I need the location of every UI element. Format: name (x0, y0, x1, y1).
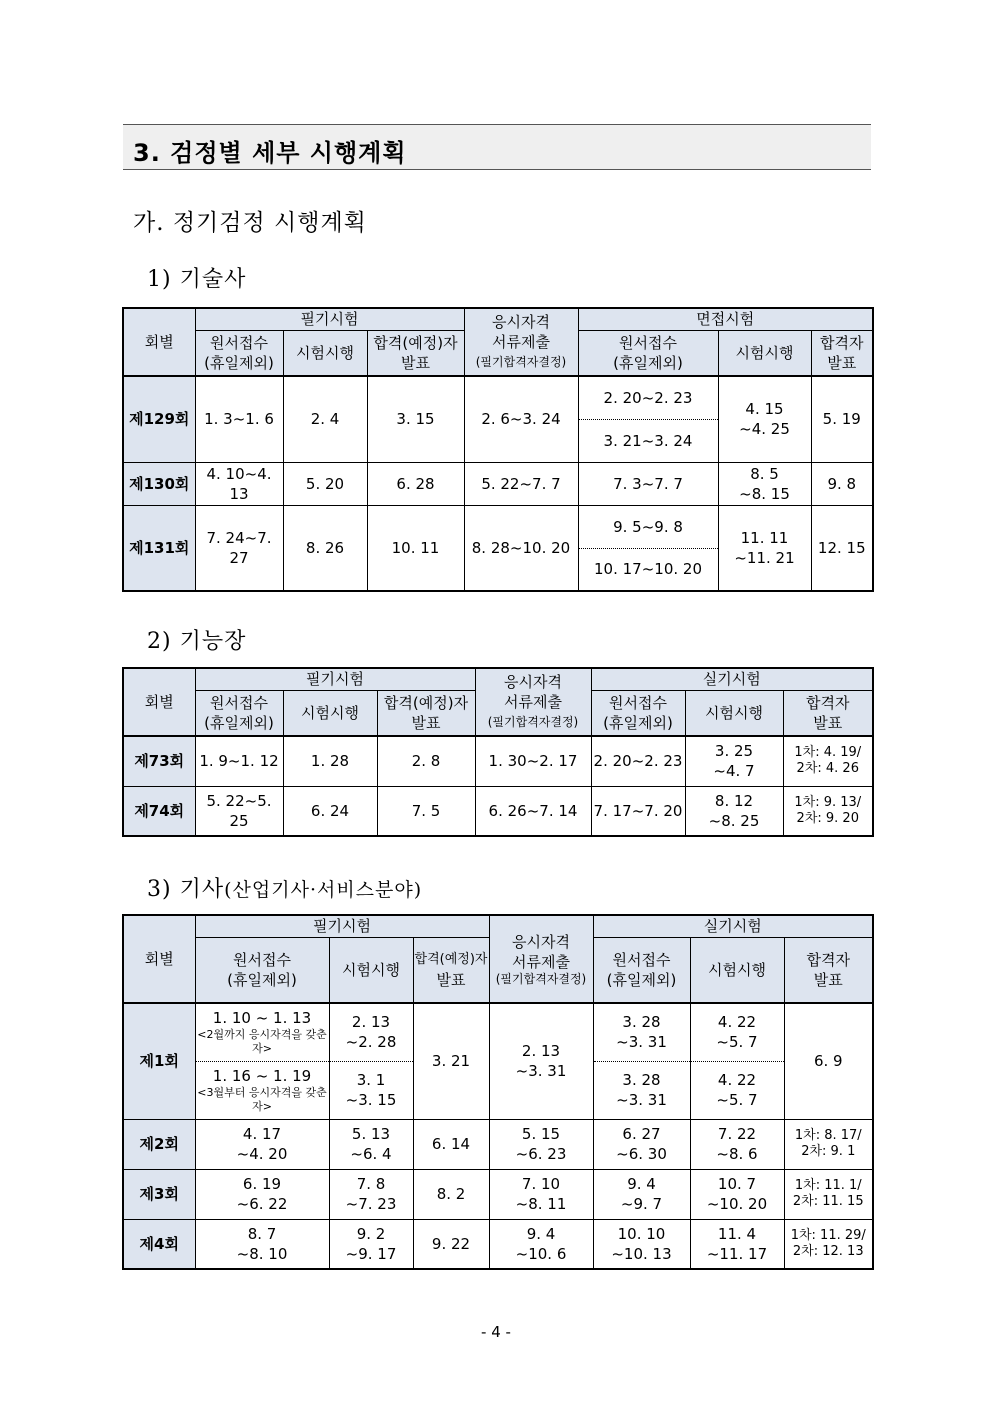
heading-text: 기술사 (179, 267, 247, 292)
round-cell: 제2회 (123, 1119, 195, 1169)
header-interview-pass-label: 합격자 (820, 333, 864, 352)
docs-cell: 6. 26~7. 14 (475, 786, 591, 836)
docs-cell: 9. 4 ~10. 6 (489, 1219, 593, 1269)
pass-cell: 7. 5 (377, 786, 475, 836)
header-practical-apply-label: 원서접수 (612, 950, 671, 969)
round-cell: 제74회 (123, 786, 195, 836)
header-apply-note: (휴일제외) (204, 353, 274, 372)
round-cell: 제131회 (123, 505, 195, 591)
header-practical-exam-date: 시험시행 (685, 690, 783, 736)
header-pass-sub: 발표 (436, 970, 466, 989)
practical-pass-cell: 1차: 11. 29/ 2차: 12. 13 (784, 1219, 873, 1269)
round-cell: 제73회 (123, 736, 195, 786)
practical-apply-cell: 3. 28 ~3. 31 (593, 1003, 690, 1061)
header-qualification-note: (필기합격자결정) (475, 355, 567, 369)
practical-apply-cell: 7. 17~7. 20 (591, 786, 685, 836)
header-interview-pass (811, 330, 873, 376)
header-pass-announce (413, 937, 489, 1003)
header-apply-label: 원서접수 (233, 950, 291, 969)
heading-text: 기사 (179, 877, 225, 902)
exam-cell: 6. 24 (283, 786, 377, 836)
round-cell: 제3회 (123, 1169, 195, 1219)
exam-cell: 1. 28 (283, 736, 377, 786)
exam-cell: 7. 8 ~7. 23 (329, 1169, 413, 1219)
header-pass-sub: 발표 (401, 353, 430, 372)
header-practical-pass-label: 합격자 (806, 950, 850, 969)
practical-apply-cell: 6. 27 ~6. 30 (593, 1119, 690, 1169)
exam-cell: 5. 13 ~6. 4 (329, 1119, 413, 1169)
header-interview-exam-date: 시험시행 (718, 330, 811, 376)
practical-pass-cell: 1차: 11. 1/ 2차: 11. 15 (784, 1169, 873, 1219)
header-qualification-note: (필기합격자결정) (487, 715, 579, 729)
header-practical-exam: 실기시험 (593, 915, 873, 937)
pass-cell: 6. 28 (367, 462, 464, 505)
apply-note: <2월까지 응시자격을 갖춘 자> (197, 1028, 327, 1056)
section-title-bar (123, 124, 871, 170)
header-pass-announce (367, 330, 464, 376)
header-qualification (489, 915, 593, 1003)
table-row (123, 462, 873, 505)
practical-exam-cell: 8. 12 ~8. 25 (685, 786, 783, 836)
pass-cell: 3. 21 (413, 1003, 489, 1119)
pass-cell: 8. 2 (413, 1169, 489, 1219)
heading-subtext: (산업기사·서비스분야) (224, 879, 423, 901)
header-round: 회별 (123, 668, 195, 736)
header-qualification-label: 응시자격 (504, 673, 562, 691)
header-exam: 시험시행 (283, 690, 377, 736)
interview-pass-cell: 12. 15 (811, 505, 873, 591)
header-pass-label: 합격(예정)자 (383, 693, 469, 712)
heading-engineer-professional (147, 262, 246, 293)
practical-pass-cell: 1차: 9. 13/ 2차: 9. 20 (783, 786, 873, 836)
apply-cell (195, 1061, 329, 1119)
round-cell: 제129회 (123, 376, 195, 462)
header-pass-announce (377, 690, 475, 736)
header-interview-pass-sub: 발표 (827, 353, 857, 372)
apply-cell: 8. 7 ~8. 10 (195, 1219, 329, 1269)
schedule-table-professional-engineer (122, 307, 874, 592)
interview-exam-cell: 8. 5 ~8. 15 (718, 462, 811, 505)
table-row (123, 1003, 873, 1061)
exam-cell: 9. 2 ~9. 17 (329, 1219, 413, 1269)
table-row (123, 1219, 873, 1269)
header-apply-label: 원서접수 (210, 333, 268, 352)
header-apply-label: 원서접수 (210, 693, 268, 712)
round-cell: 제130회 (123, 462, 195, 505)
table-row (123, 1169, 873, 1219)
header-qualification-note: (필기합격자결정) (495, 971, 587, 986)
exam-cell: 5. 20 (283, 462, 367, 505)
practical-exam-cell: 7. 22 ~8. 6 (690, 1119, 784, 1169)
apply-cell: 6. 19 ~6. 22 (195, 1169, 329, 1219)
interview-apply-cell: 3. 21~3. 24 (578, 419, 718, 462)
header-written-exam: 필기시험 (195, 668, 475, 690)
interview-apply-cell: 2. 20~2. 23 (578, 376, 718, 419)
heading-number: 2) (147, 629, 172, 654)
heading-number: 3) (147, 877, 172, 902)
header-written-exam: 필기시험 (195, 308, 464, 330)
practical-pass-cell: 1차: 4. 19/ 2차: 4. 26 (783, 736, 873, 786)
apply-cell: 4. 10~4. 13 (195, 462, 283, 505)
exam-cell: 3. 1 ~3. 15 (329, 1061, 413, 1119)
exam-cell: 8. 26 (283, 505, 367, 591)
practical-apply-cell: 10. 10 ~10. 13 (593, 1219, 690, 1269)
practical-apply-cell: 2. 20~2. 23 (591, 736, 685, 786)
table-row (123, 376, 873, 419)
docs-cell: 7. 10 ~8. 11 (489, 1169, 593, 1219)
apply-cell: 4. 17 ~4. 20 (195, 1119, 329, 1169)
practical-apply-cell: 3. 28 ~3. 31 (593, 1061, 690, 1119)
header-practical-exam-date: 시험시행 (690, 937, 784, 1003)
docs-cell: 5. 15 ~6. 23 (489, 1119, 593, 1169)
header-apply (195, 330, 283, 376)
header-interview-apply-note: (휴일제외) (613, 353, 683, 372)
pass-cell: 2. 8 (377, 736, 475, 786)
page-number: - 4 - (481, 1323, 511, 1341)
header-pass-label: 합격(예정)자 (373, 333, 458, 352)
schedule-table-master-craftsman (122, 667, 874, 837)
header-practical-pass (783, 690, 873, 736)
header-apply-note: (휴일제외) (204, 713, 274, 732)
interview-pass-cell: 9. 8 (811, 462, 873, 505)
header-pass-label: 합격(예정)자 (414, 951, 488, 967)
header-practical-apply-label: 원서접수 (609, 693, 667, 712)
docs-cell: 5. 22~7. 7 (464, 462, 578, 505)
practical-exam-cell: 4. 22 ~5. 7 (690, 1061, 784, 1119)
header-qualification-sub: 서류제출 (504, 693, 562, 711)
header-practical-pass-sub: 발표 (813, 970, 843, 989)
header-practical-apply (591, 690, 685, 736)
apply-cell: 1. 3~1. 6 (195, 376, 283, 462)
header-interview-apply-label: 원서접수 (619, 333, 677, 352)
header-apply-note: (휴일제외) (227, 970, 297, 989)
header-practical-pass-sub: 발표 (813, 713, 843, 732)
header-round: 회별 (123, 915, 195, 1003)
interview-exam-cell: 4. 15 ~4. 25 (718, 376, 811, 462)
header-exam: 시험시행 (283, 330, 367, 376)
apply-cell: 7. 24~7. 27 (195, 505, 283, 591)
header-qualification-label: 응시자격 (512, 932, 570, 951)
practical-exam-cell: 10. 7 ~10. 20 (690, 1169, 784, 1219)
header-interview-apply (578, 330, 718, 376)
docs-cell: 1. 30~2. 17 (475, 736, 591, 786)
interview-apply-cell: 10. 17~10. 20 (578, 548, 718, 591)
header-qualification-sub: 서류제출 (492, 333, 550, 351)
pass-cell: 3. 15 (367, 376, 464, 462)
interview-apply-cell: 9. 5~9. 8 (578, 505, 718, 548)
practical-exam-cell: 3. 25 ~4. 7 (685, 736, 783, 786)
pass-cell: 9. 22 (413, 1219, 489, 1269)
heading-master-craftsman (147, 624, 246, 655)
header-qualification (464, 308, 578, 376)
heading-number: 1) (147, 267, 172, 292)
heading-text: 기능장 (179, 629, 247, 654)
interview-exam-cell: 11. 11 ~11. 21 (718, 505, 811, 591)
header-written-exam: 필기시험 (195, 915, 489, 937)
schedule-table-engineer (122, 914, 874, 1270)
heading-engineer (147, 872, 422, 903)
header-qualification (475, 668, 591, 736)
docs-cell: 8. 28~10. 20 (464, 505, 578, 591)
exam-cell: 2. 4 (283, 376, 367, 462)
apply-cell (195, 1003, 329, 1061)
pass-cell: 10. 11 (367, 505, 464, 591)
apply-dates: 1. 10 ~ 1. 13 (212, 1009, 312, 1028)
round-cell: 제4회 (123, 1219, 195, 1269)
header-exam: 시험시행 (329, 937, 413, 1003)
docs-cell: 2. 13 ~3. 31 (489, 1003, 593, 1119)
header-practical-pass (784, 937, 873, 1003)
header-apply (195, 690, 283, 736)
header-practical-pass-label: 합격자 (806, 693, 850, 712)
subsection-title: 가. 정기검정 시행계획 (133, 210, 367, 236)
table-row (123, 786, 873, 836)
section-title: 3. 검정별 세부 시행계획 (133, 139, 407, 167)
table-row (123, 1119, 873, 1169)
header-round: 회별 (123, 308, 195, 376)
header-pass-sub: 발표 (411, 713, 441, 732)
header-practical-apply (593, 937, 690, 1003)
practical-exam-cell: 11. 4 ~11. 17 (690, 1219, 784, 1269)
practical-pass-cell: 1차: 8. 17/ 2차: 9. 1 (784, 1119, 873, 1169)
table-row (123, 505, 873, 548)
exam-cell: 2. 13 ~2. 28 (329, 1003, 413, 1061)
apply-cell: 1. 9~1. 12 (195, 736, 283, 786)
practical-exam-cell: 4. 22 ~5. 7 (690, 1003, 784, 1061)
round-cell: 제1회 (123, 1003, 195, 1119)
interview-pass-cell: 5. 19 (811, 376, 873, 462)
docs-cell: 2. 6~3. 24 (464, 376, 578, 462)
header-qualification-sub: 서류제출 (512, 952, 570, 971)
apply-dates: 1. 16 ~ 1. 19 (212, 1067, 312, 1085)
header-practical-apply-note: (휴일제외) (603, 713, 673, 732)
apply-cell: 5. 22~5. 25 (195, 786, 283, 836)
pass-cell: 6. 14 (413, 1119, 489, 1169)
header-apply (195, 937, 329, 1003)
practical-pass-cell: 6. 9 (784, 1003, 873, 1119)
header-interview-exam: 면접시험 (578, 308, 873, 330)
header-qualification-label: 응시자격 (492, 313, 550, 331)
table-row (123, 736, 873, 786)
header-practical-apply-note: (휴일제외) (606, 970, 677, 989)
interview-apply-cell: 7. 3~7. 7 (578, 462, 718, 505)
practical-apply-cell: 9. 4 ~9. 7 (593, 1169, 690, 1219)
apply-note: <3월부터 응시자격을 갖춘 자> (197, 1086, 327, 1113)
header-practical-exam: 실기시험 (591, 668, 873, 690)
